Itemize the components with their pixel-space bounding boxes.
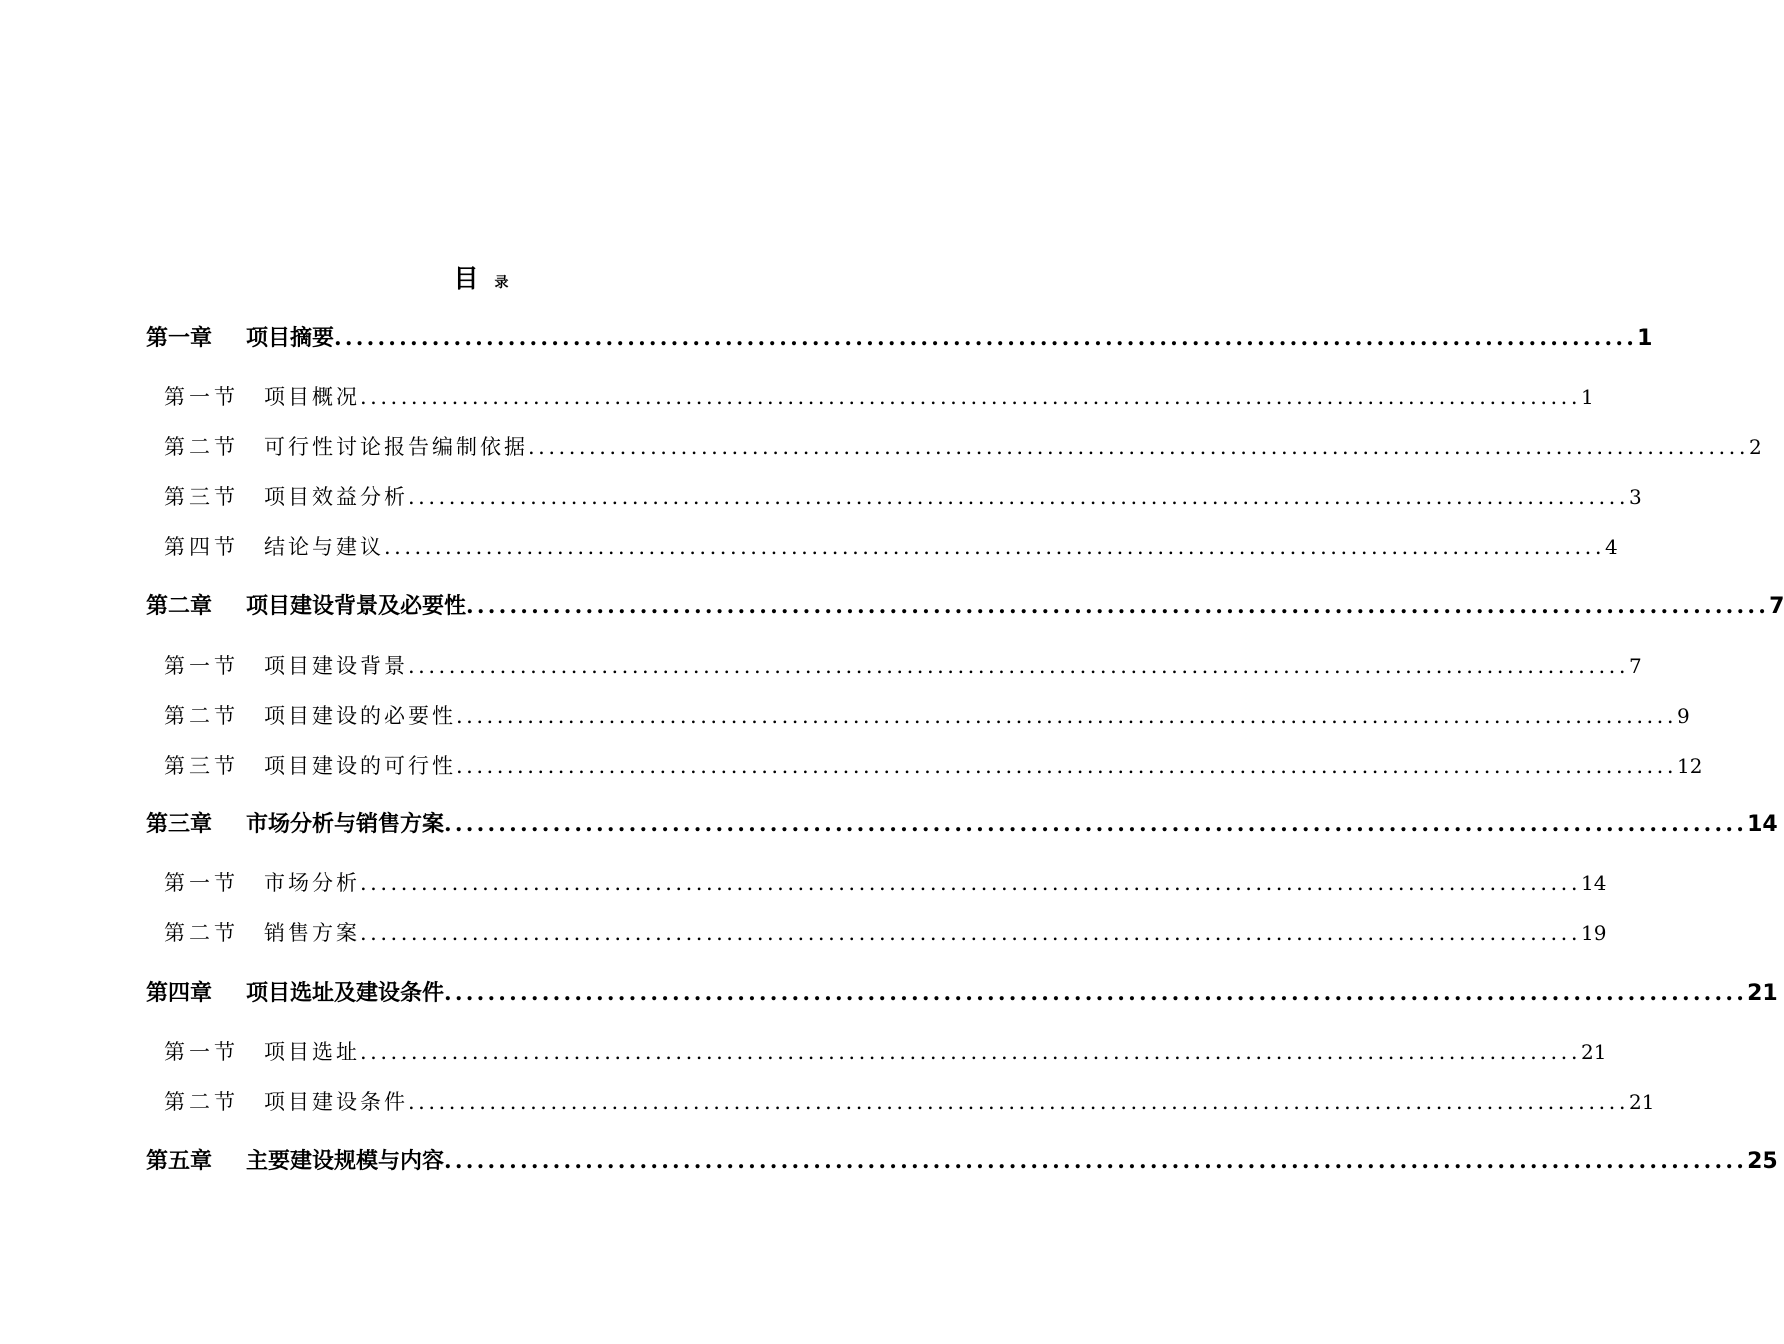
toc-entry-title: 销售方案 (264, 921, 360, 945)
toc-entry-label: 第三节 (164, 485, 239, 509)
toc-entry-title: 项目选址 (264, 1040, 360, 1064)
toc-dot-leader: ........................................................................................................................ (444, 1148, 1748, 1174)
toc-entry-page: 9 (1677, 704, 1690, 728)
toc-entry-label: 第一节 (164, 385, 239, 409)
toc-dot-leader: ........................................................................................................................ (528, 435, 1750, 459)
toc-entry-section[interactable] (164, 698, 1690, 734)
toc-dot-leader: ........................................................................................................................ (444, 811, 1748, 837)
toc-entry-label: 第二节 (164, 1090, 239, 1114)
toc-entry-title: 项目建设条件 (264, 1090, 408, 1114)
toc-entry-section[interactable] (164, 1084, 1655, 1120)
toc-entry-title: 主要建设规模与内容 (246, 1149, 445, 1174)
toc-entry-page: 19 (1581, 921, 1607, 945)
toc-entry-label: 第五章 (146, 1149, 213, 1174)
toc-entry-page: 2 (1749, 435, 1762, 459)
toc-dot-leader: ........................................................................................................................ (456, 704, 1678, 728)
toc-entry-label: 第三章 (146, 812, 213, 837)
toc-entry-page: 21 (1581, 1040, 1607, 1064)
toc-entry-title: 市场分析 (264, 871, 360, 895)
toc-entry-chapter[interactable] (146, 975, 1778, 1011)
toc-entry-title: 项目建设的可行性 (264, 754, 456, 778)
toc-entry-title: 市场分析与销售方案 (246, 812, 445, 837)
toc-entry-title: 项目摘要 (246, 326, 335, 351)
toc-entry-page: 14 (1581, 871, 1607, 895)
toc-entry-section[interactable] (164, 648, 1642, 684)
toc-entry-title: 项目建设的必要性 (264, 704, 456, 728)
toc-entry-title: 项目效益分析 (264, 485, 408, 509)
toc-entry-page: 21 (1629, 1090, 1655, 1114)
toc-entry-page: 25 (1747, 1149, 1778, 1174)
toc-dot-leader: ........................................................................................................................ (444, 980, 1748, 1006)
toc-entry-label: 第二节 (164, 704, 239, 728)
toc-entry-chapter[interactable] (146, 588, 1784, 624)
toc-entry-page: 14 (1747, 812, 1778, 837)
toc-dot-leader: ........................................................................................................................ (334, 325, 1638, 351)
toc-entry-title: 项目选址及建设条件 (246, 981, 445, 1006)
toc-entry-chapter[interactable] (146, 320, 1653, 356)
toc-entry-section[interactable] (164, 865, 1607, 901)
toc-dot-leader: ........................................................................................................................ (360, 871, 1582, 895)
toc-entry-label: 第二章 (146, 594, 213, 619)
toc-dot-leader: ........................................................................................................................ (456, 754, 1678, 778)
toc-entry-page: 12 (1677, 754, 1703, 778)
toc-entry-label: 第二节 (164, 921, 239, 945)
toc-dot-leader: ........................................................................................................................ (384, 535, 1606, 559)
toc-entry-page: 21 (1747, 981, 1778, 1006)
toc-heading-char-2: 录 (494, 275, 509, 291)
toc-entry-title: 项目概况 (264, 385, 360, 409)
toc-entry-page: 7 (1769, 594, 1784, 619)
toc-dot-leader: ........................................................................................................................ (408, 485, 1630, 509)
toc-entry-title: 可行性讨论报告编制依据 (264, 435, 528, 459)
toc-entry-label: 第一节 (164, 1040, 239, 1064)
toc-entry-chapter[interactable] (146, 1143, 1778, 1179)
toc-entry-page: 4 (1605, 535, 1618, 559)
toc-entry-label: 第一节 (164, 871, 239, 895)
toc-entry-label: 第一节 (164, 654, 239, 678)
toc-entry-chapter[interactable] (146, 806, 1778, 842)
toc-dot-leader: ........................................................................................................................ (360, 385, 1582, 409)
toc-entry-page: 3 (1629, 485, 1642, 509)
toc-dot-leader: ........................................................................................................................ (360, 1040, 1582, 1064)
toc-entry-section[interactable] (164, 529, 1618, 565)
toc-entry-page: 7 (1629, 654, 1642, 678)
toc-entry-section[interactable] (164, 479, 1642, 515)
toc-entry-label: 第三节 (164, 754, 239, 778)
toc-entry-section[interactable] (164, 748, 1703, 784)
toc-dot-leader: ........................................................................................................................ (466, 593, 1770, 619)
toc-entry-section[interactable] (164, 1034, 1607, 1070)
toc-entry-title: 项目建设背景及必要性 (246, 594, 467, 619)
toc-dot-leader: ........................................................................................................................ (408, 654, 1630, 678)
toc-entry-label: 第一章 (146, 326, 213, 351)
toc-entry-section[interactable] (164, 379, 1594, 415)
toc-entry-label: 第二节 (164, 435, 239, 459)
toc-entry-label: 第四节 (164, 535, 239, 559)
toc-entry-page: 1 (1637, 326, 1653, 351)
toc-dot-leader: ........................................................................................................................ (408, 1090, 1630, 1114)
toc-entry-section[interactable] (164, 429, 1762, 465)
toc-entry-title: 结论与建议 (264, 535, 384, 559)
toc-heading-char-1: 目 (453, 264, 479, 293)
toc-entry-section[interactable] (164, 915, 1607, 951)
toc-entry-label: 第四章 (146, 981, 213, 1006)
toc-dot-leader: ........................................................................................................................ (360, 921, 1582, 945)
toc-entry-page: 1 (1581, 385, 1594, 409)
toc-entry-title: 项目建设背景 (264, 654, 408, 678)
